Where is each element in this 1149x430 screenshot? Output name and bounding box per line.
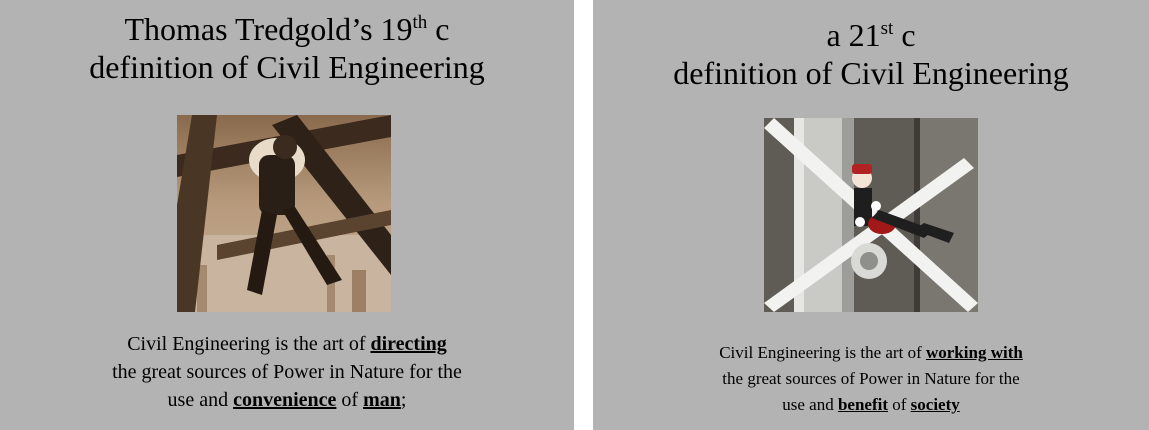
slide-21st-century bbox=[593, 0, 1149, 430]
definition-line-3: use and benefit of society bbox=[782, 395, 960, 414]
definition-line-2: the great sources of Power in Nature for the bbox=[722, 369, 1020, 388]
definition-line-2: the great sources of Power in Nature for the bbox=[112, 361, 462, 383]
title-line-1: Thomas Tredgold’s 19th c bbox=[124, 11, 450, 47]
keyword-benefit: benefit bbox=[837, 395, 888, 414]
title-superscript: th bbox=[412, 12, 428, 33]
keyword-convenience: convenience bbox=[233, 389, 337, 411]
slide-title bbox=[593, 16, 1149, 92]
title-line-1: a 21st c bbox=[826, 17, 916, 53]
clown-on-structure-photo bbox=[764, 118, 978, 312]
definition-line-3: use and convenience of man; bbox=[167, 389, 407, 411]
keyword-directing: directing bbox=[370, 333, 447, 355]
title-line-2: definition of Civil Engineering bbox=[89, 49, 485, 85]
ironworker-photo bbox=[177, 115, 391, 312]
keyword-man: man bbox=[363, 389, 401, 411]
definition-line-1: Civil Engineering is the art of working with bbox=[719, 343, 1023, 362]
definition-text bbox=[593, 340, 1149, 418]
slide-19th-century bbox=[0, 0, 574, 430]
definition-text bbox=[0, 330, 574, 414]
slide-title bbox=[0, 10, 574, 86]
keyword-society: society bbox=[910, 395, 960, 414]
definition-line-1: Civil Engineering is the art of directing bbox=[127, 333, 447, 355]
keyword-working-with: working with bbox=[925, 343, 1023, 362]
title-line-2: definition of Civil Engineering bbox=[673, 55, 1069, 91]
title-superscript: st bbox=[880, 18, 894, 39]
